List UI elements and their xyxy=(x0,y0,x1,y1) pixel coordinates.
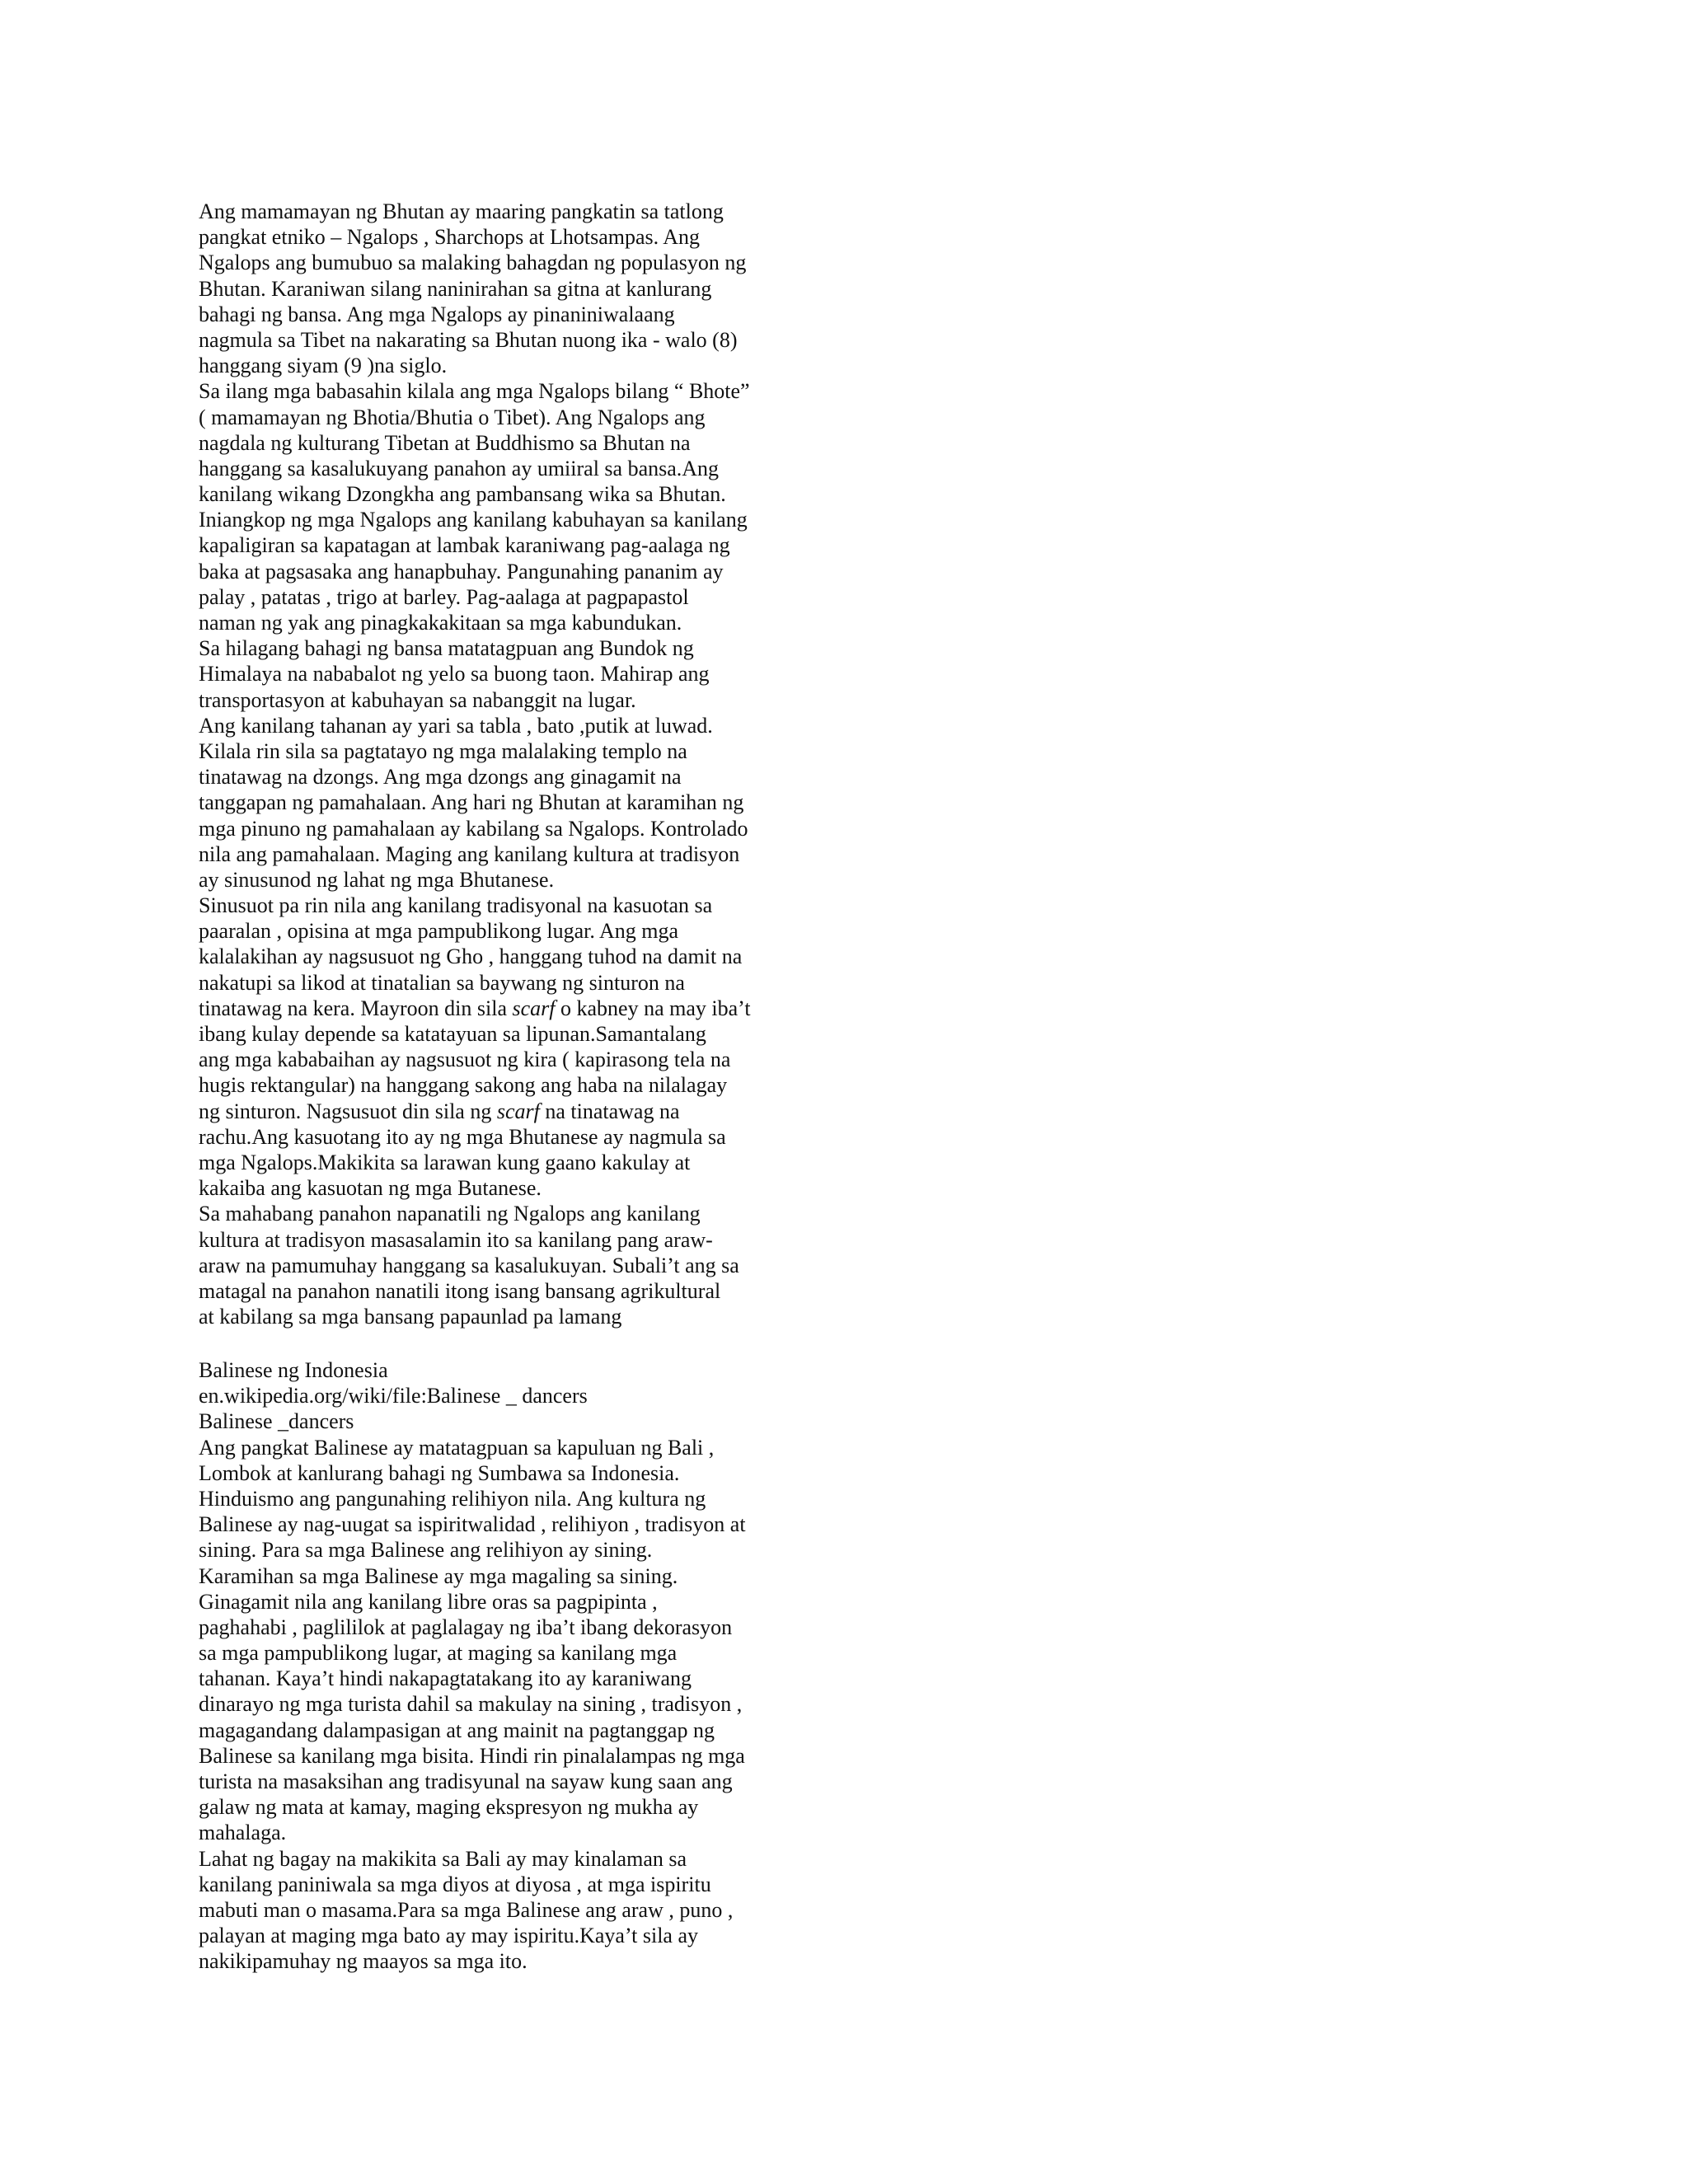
text-line: transportasyon at kabuhayan sa nabanggit na lugar. xyxy=(199,687,636,712)
text-line: Ginagamit nila ang kanilang libre oras sa pagpipinta , xyxy=(199,1589,658,1614)
text-line: galaw ng mata at kamay, maging ekspresyon ng mukha ay xyxy=(199,1795,699,1820)
text-line: araw na pamumuhay hanggang sa kasalukuyan. Subali’t ang sa xyxy=(199,1253,739,1277)
text-line: pangkat etniko – Ngalops , Sharchops at Lhotsampas. Ang xyxy=(199,225,701,250)
text-line: kapaligiran sa kapatagan at lambak karaniwang pag-aalaga ng xyxy=(199,533,730,558)
text-line: nila ang pamahalaan. Maging ang kanilang kultura at tradisyon xyxy=(199,841,740,866)
source-reference: en.wikipedia.org/wiki/file:Balinese _ dancers xyxy=(199,1384,588,1408)
text-line: ( mamamayan ng Bhotia/Bhutia o Tibet). Ang Ngalops ang xyxy=(199,405,706,429)
text-run: ng sinturon. Nagsusuot din sila ng xyxy=(199,1099,497,1123)
text-line: Iniangkop ng mga Ngalops ang kanilang kabuhayan sa kanilang xyxy=(199,508,748,532)
text-line: sining. Para sa mga Balinese ang relihiyon ay sining. xyxy=(199,1538,653,1563)
text-line: Ang pangkat Balinese ay matatagpuan sa kapuluan ng Bali , xyxy=(199,1435,715,1460)
text-line: rachu.Ang kasuotang ito ay ng mga Bhutanese ay nagmula sa xyxy=(199,1124,726,1149)
text-run: o kabney na may iba’t xyxy=(555,996,751,1020)
text-line: paghahabi , paglililok at paglalagay ng iba’t ibang dekorasyon xyxy=(199,1615,733,1639)
text-line xyxy=(199,996,825,1021)
text-line: tinatawag na dzongs. Ang mga dzongs ang ginagamit na xyxy=(199,765,682,790)
text-line: matagal na panahon nanatili itong isang bansang agrikultural xyxy=(199,1278,721,1303)
italic-term: scarf xyxy=(512,996,556,1020)
text-line: Karamihan sa mga Balinese ay mga magaling sa sining. xyxy=(199,1563,678,1588)
text-line: hugis rektangular) na hanggang sakong ang haba na nilalagay xyxy=(199,1073,728,1098)
text-line: mabuti man o masama.Para sa mga Balinese ang araw , puno , xyxy=(199,1897,734,1922)
text-line: ibang kulay depende sa katatayuan sa lipunan.Samantalang xyxy=(199,1022,706,1046)
text-line: kanilang wikang Dzongkha ang pambansang wika sa Bhutan. xyxy=(199,482,726,507)
text-line: at kabilang sa mga bansang papaunlad pa lamang xyxy=(199,1305,622,1329)
text-line: nagdala ng kulturang Tibetan at Buddhismo sa Bhutan na xyxy=(199,430,691,455)
image-caption: Balinese _dancers xyxy=(199,1409,354,1434)
balinese-section xyxy=(199,1357,825,1975)
text-line: Sa mahabang panahon napanatili ng Ngalops ang kanilang xyxy=(199,1202,701,1226)
text-line: hanggang siyam (9 )na siglo. xyxy=(199,354,448,378)
text-line: Bhutan. Karaniwan silang naninirahan sa gitna at kanlurang xyxy=(199,276,712,301)
text-line: magagandang dalampasigan at ang mainit na pagtanggap ng xyxy=(199,1718,715,1742)
text-line: nakatupi sa likod at tinatalian sa baywang ng sinturon na xyxy=(199,970,685,995)
bhutan-section xyxy=(199,199,825,1329)
text-line: hanggang sa kasalukuyang panahon ay umiiral sa bansa.Ang xyxy=(199,456,720,480)
text-line: Sinusuot pa rin nila ang kanilang tradisyonal na kasuotan sa xyxy=(199,893,713,918)
text-line: kalalakihan ay nagsusuot ng Gho , hanggang tuhod na damit na xyxy=(199,944,743,969)
text-line: paaralan , opisina at mga pampublikong lugar. Ang mga xyxy=(199,919,678,944)
text-line: mahalaga. xyxy=(199,1821,287,1845)
text-line: ay sinusunod ng lahat ng mga Bhutanese. xyxy=(199,867,555,892)
text-line: bahagi ng bansa. Ang mga Ngalops ay pinaniniwalaang xyxy=(199,302,675,326)
text-run: na tinatawag na xyxy=(539,1099,680,1123)
text-line xyxy=(199,1099,825,1124)
text-line: Sa ilang mga babasahin kilala ang mga Ngalops bilang “ Bhote” xyxy=(199,379,750,404)
text-line: baka at pagsasaka ang hanapbuhay. Pangunahing pananim ay xyxy=(199,559,724,583)
text-run: tinatawag na kera. Mayroon din sila xyxy=(199,996,513,1020)
text-line: Ang kanilang tahanan ay yari sa tabla , bato ,putik at luwad. xyxy=(199,713,713,738)
text-line: mga Ngalops.Makikita sa larawan kung gaano kakulay at xyxy=(199,1150,691,1174)
text-line: tahanan. Kaya’t hindi nakapagtatakang ito ay karaniwang xyxy=(199,1666,692,1691)
text-line: Balinese ay nag-uugat sa ispiritwalidad , relihiyon , tradisyon at xyxy=(199,1512,746,1537)
text-line: Hinduismo ang pangunahing relihiyon nila. Ang kultura ng xyxy=(199,1486,706,1511)
text-line: Kilala rin sila sa pagtatayo ng mga malalaking templo na xyxy=(199,738,687,763)
text-line: Balinese sa kanilang mga bisita. Hindi rin pinalalampas ng mga xyxy=(199,1743,745,1768)
text-line: nakikipamuhay ng maayos sa mga ito. xyxy=(199,1949,528,1974)
text-line: Ngalops ang bumubuo sa malaking bahagdan ng populasyon ng xyxy=(199,251,747,275)
text-line: Himalaya na nababalot ng yelo sa buong taon. Mahirap ang xyxy=(199,662,710,687)
text-line: palay , patatas , trigo at barley. Pag-aalaga at pagpapastol xyxy=(199,584,689,609)
text-line: Lahat ng bagay na makikita sa Bali ay may kinalaman sa xyxy=(199,1846,687,1871)
text-line: sa mga pampublikong lugar, at maging sa kanilang mga xyxy=(199,1641,678,1666)
text-line: Sa hilagang bahagi ng bansa matatagpuan ang Bundok ng xyxy=(199,636,694,661)
text-line: ang mga kababaihan ay nagsusuot ng kira ( kapirasong tela na xyxy=(199,1047,731,1072)
text-line: naman ng yak ang pinagkakakitaan sa mga kabundukan. xyxy=(199,611,682,635)
text-line: palayan at maging mga bato ay may ispiritu.Kaya’t sila ay xyxy=(199,1924,699,1948)
text-line: turista na masaksihan ang tradisyunal na sayaw kung saan ang xyxy=(199,1769,733,1793)
text-line: tanggapan ng pamahalaan. Ang hari ng Bhutan at karamihan ng xyxy=(199,790,744,815)
text-line: kanilang paniniwala sa mga diyos at diyosa , at mga ispiritu xyxy=(199,1872,711,1896)
text-line: Ang mamamayan ng Bhutan ay maaring pangkatin sa tatlong xyxy=(199,199,724,223)
text-line: Lombok at kanlurang bahagi ng Sumbawa sa Indonesia. xyxy=(199,1460,680,1485)
text-line: nagmula sa Tibet na nakarating sa Bhutan nuong ika - walo (8) xyxy=(199,327,738,352)
section-heading: Balinese ng Indonesia xyxy=(199,1358,388,1382)
italic-term: scarf xyxy=(496,1099,540,1123)
text-line: kakaiba ang kasuotan ng mga Butanese. xyxy=(199,1176,542,1201)
text-line: mga pinuno ng pamahalaan ay kabilang sa Ngalops. Kontrolado xyxy=(199,816,748,841)
text-line: dinarayo ng mga turista dahil sa makulay na sining , tradisyon , xyxy=(199,1692,743,1717)
text-line: kultura at tradisyon masasalamin ito sa kanilang pang araw- xyxy=(199,1227,713,1252)
